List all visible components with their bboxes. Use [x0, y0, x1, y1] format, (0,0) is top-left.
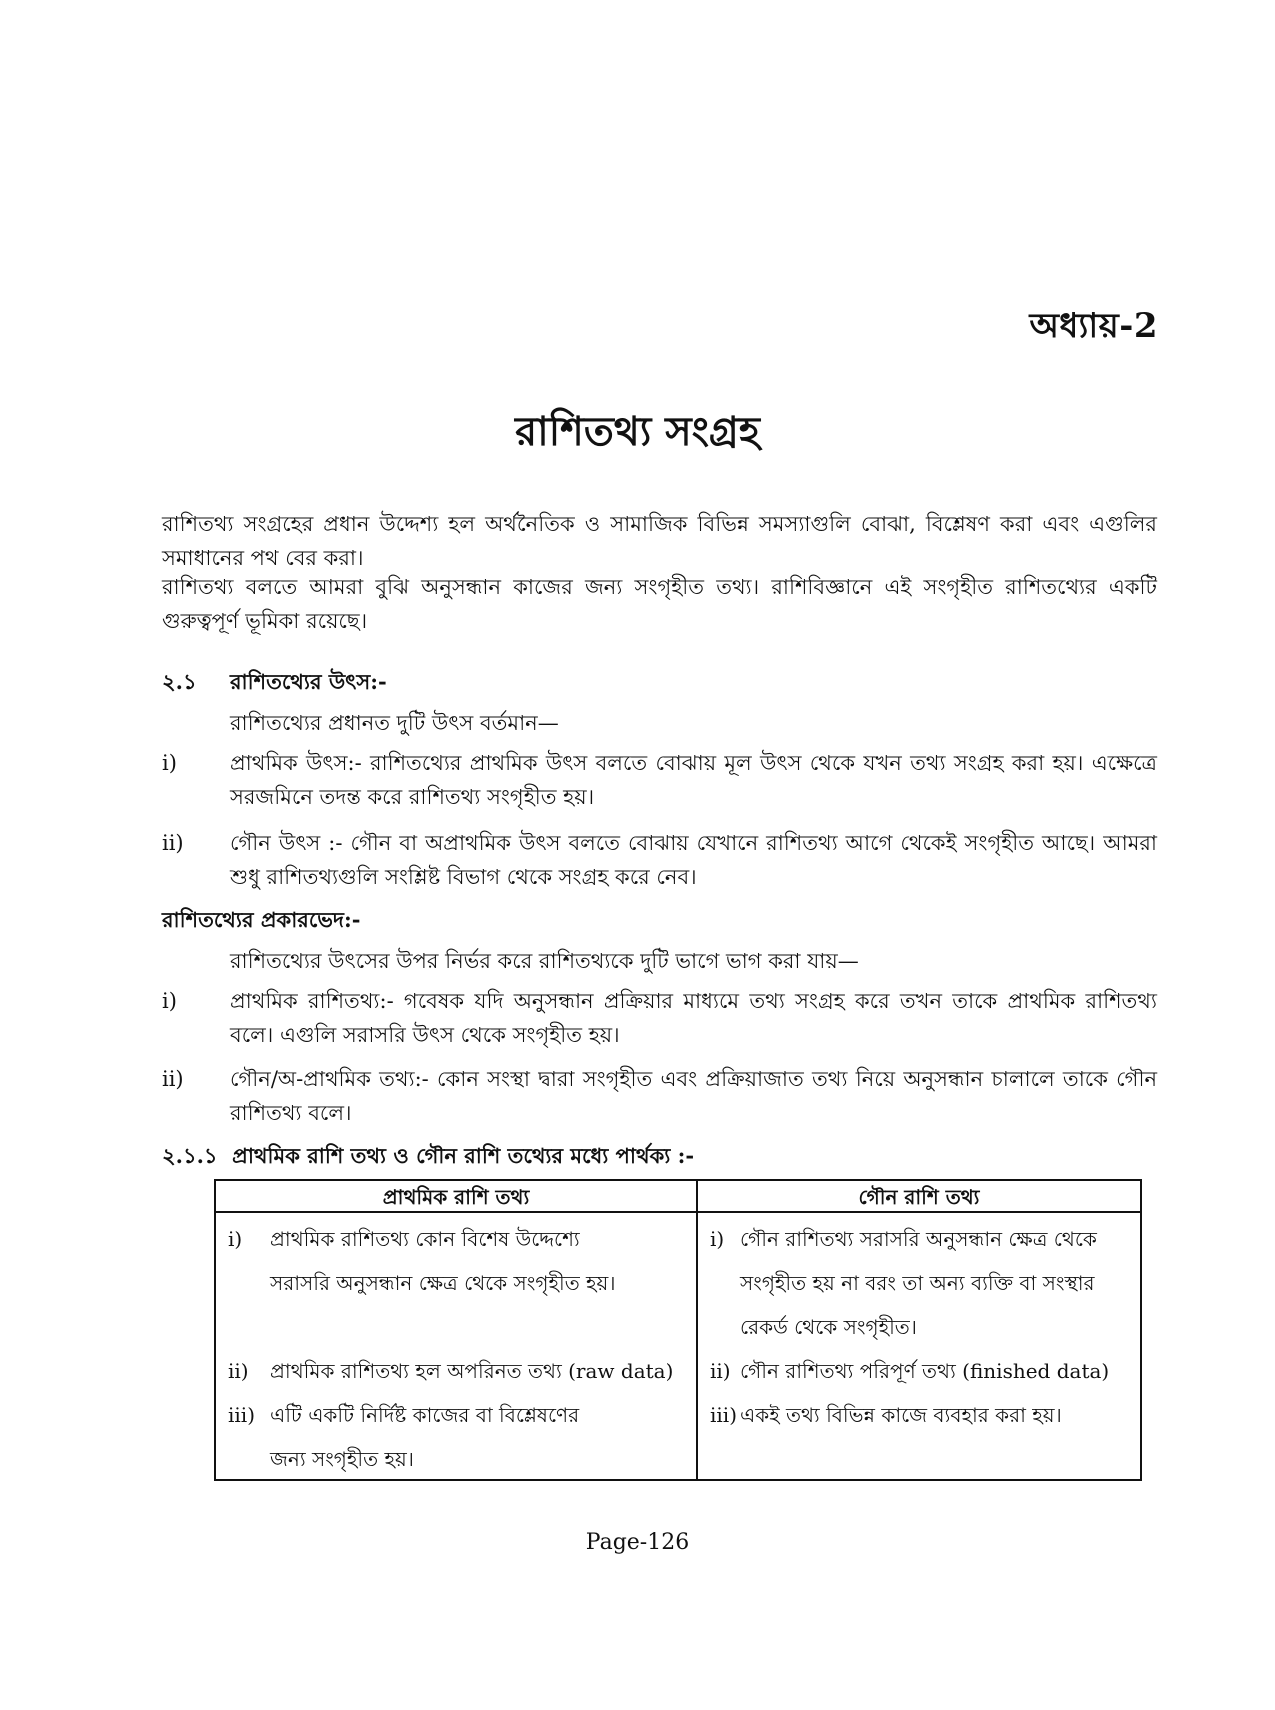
section-title: প্রাথমিক রাশি তথ্য ও গৌন রাশি তথ্যের মধ্যে পার্থক্য :-: [232, 1143, 695, 1168]
cell-number: iii): [710, 1403, 737, 1427]
table-cell-right-1: [710, 1217, 1140, 1349]
intro-paragraph-2: রাশিতথ্য বলতে আমরা বুঝি অনুসন্ধান কাজের জন্য সংগৃহীত তথ্য। রাশিবিজ্ঞানে এই সংগৃহীত রাশিতথ্যের একটি গুরুত্বপূর্ণ ভূমিকা রয়েছে।: [162, 575, 1157, 633]
cell-number: ii): [710, 1359, 731, 1383]
cell-number: ii): [228, 1359, 249, 1383]
column-divider: [696, 1181, 698, 1479]
cell-line: গৌন রাশিতথ্য পরিপূর্ণ তথ্য (finished data): [740, 1359, 1110, 1383]
table-cell-right-3: [710, 1393, 1140, 1437]
comparison-table: [214, 1179, 1142, 1481]
chapter-label: অধ্যায়-2: [1029, 306, 1158, 346]
cell-line: প্রাথমিক রাশিতথ্য হল অপরিনত তথ্য (raw data): [270, 1359, 674, 1383]
section-number: ২.১: [162, 669, 197, 694]
list-item-text: প্রাথমিক উৎস:- রাশিতথ্যের প্রাথমিক উৎস বলতে বোঝায় মূল উৎস থেকে যখন তথ্য সংগ্রহ করা হয়। এক্ষেত্রে সরজমিনে তদন্ত করে রাশিতথ্য সংগৃহীত হয়।: [230, 751, 1157, 809]
list-item-number: i): [162, 751, 177, 775]
section-2-1-heading: [162, 666, 387, 701]
section-title: রাশিতথ্যের উৎস:-: [230, 669, 387, 694]
list-item-text: প্রাথমিক রাশিতথ্য:- গবেষক যদি অনুসন্ধান প্রক্রিয়ার মাধ্যমে তথ্য সংগ্রহ করে তখন তাকে প্রাথমিক রাশিতথ্য বলে। এগুলি সরাসরি উৎস থেকে সংগৃহীত হয়।: [230, 989, 1157, 1047]
section-2-1-intro: রাশিতথ্যের প্রধানত দুটি উৎস বর্তমান—: [230, 711, 559, 735]
table-header-row: [216, 1181, 1140, 1213]
table-cell-left-2: [228, 1349, 693, 1393]
table-cell-left-3: [228, 1393, 693, 1481]
list-item-number: i): [162, 989, 177, 1013]
cell-line: এটি একটি নির্দিষ্ট কাজের বা বিশ্লেষণের: [270, 1403, 580, 1427]
cell-number: i): [228, 1227, 243, 1251]
section-number: ২.১.১: [162, 1143, 218, 1168]
cell-line: সংগৃহীত হয় না বরং তা অন্য ব্যক্তি বা সংস্থার: [740, 1271, 1095, 1295]
page-number: Page-126: [585, 1530, 690, 1555]
table-header-secondary: গৌন রাশি তথ্য: [858, 1185, 980, 1209]
list-item-number: ii): [162, 1067, 184, 1091]
cell-line: গৌন রাশিতথ্য সরাসরি অনুসন্ধান ক্ষেত্র থেকে: [740, 1227, 1097, 1251]
cell-number: iii): [228, 1403, 255, 1427]
table-cell-left-1: [228, 1217, 693, 1305]
cell-line: সরাসরি অনুসন্ধান ক্ষেত্র থেকে সংগৃহীত হয়।: [270, 1271, 616, 1295]
page-title: রাশিতথ্য সংগ্রহ: [515, 408, 760, 455]
table-header-primary: প্রাথমিক রাশি তথ্য: [382, 1185, 530, 1209]
table-cell-right-2: [710, 1349, 1140, 1393]
list-item-text: গৌন উৎস :- গৌন বা অপ্রাথমিক উৎস বলতে বোঝায় যেখানে রাশিতথ্য আগে থেকেই সংগৃহীত আছে। আমরা শুধু রাশিতথ্যগুলি সংশ্লিষ্ট বিভাগ থেকে সংগ্রহ করে নেব।: [230, 831, 1157, 889]
cell-number: i): [710, 1227, 725, 1251]
cell-line: জন্য সংগৃহীত হয়।: [270, 1447, 414, 1471]
section-2-1-1-heading: [162, 1140, 694, 1175]
cell-line: প্রাথমিক রাশিতথ্য কোন বিশেষ উদ্দেশ্যে: [270, 1227, 580, 1251]
list-item-text: গৌন/অ-প্রাথমিক তথ্য:- কোন সংস্থা দ্বারা সংগৃহীত এবং প্রক্রিয়াজাত তথ্য নিয়ে অনুসন্ধান চালালে তাকে গৌন রাশিতথ্য বলে।: [230, 1067, 1157, 1125]
types-heading: রাশিতথ্যের প্রকারভেদ:-: [162, 907, 361, 932]
cell-line: একই তথ্য বিভিন্ন কাজে ব্যবহার করা হয়।: [740, 1403, 1062, 1427]
intro-paragraph-1: রাশিতথ্য সংগ্রহের প্রধান উদ্দেশ্য হল অর্থনৈতিক ও সামাজিক বিভিন্ন সমস্যাগুলি বোঝা, বিশ্লেষণ করা এবং এগুলির সমাধানের পথ বের করা।: [162, 512, 1157, 570]
types-intro: রাশিতথ্যের উৎসের উপর নির্ভর করে রাশিতথ্যকে দুটি ভাগে ভাগ করা যায়—: [230, 949, 859, 973]
cell-line: রেকর্ড থেকে সংগৃহীত।: [740, 1315, 917, 1339]
list-item-number: ii): [162, 831, 184, 855]
